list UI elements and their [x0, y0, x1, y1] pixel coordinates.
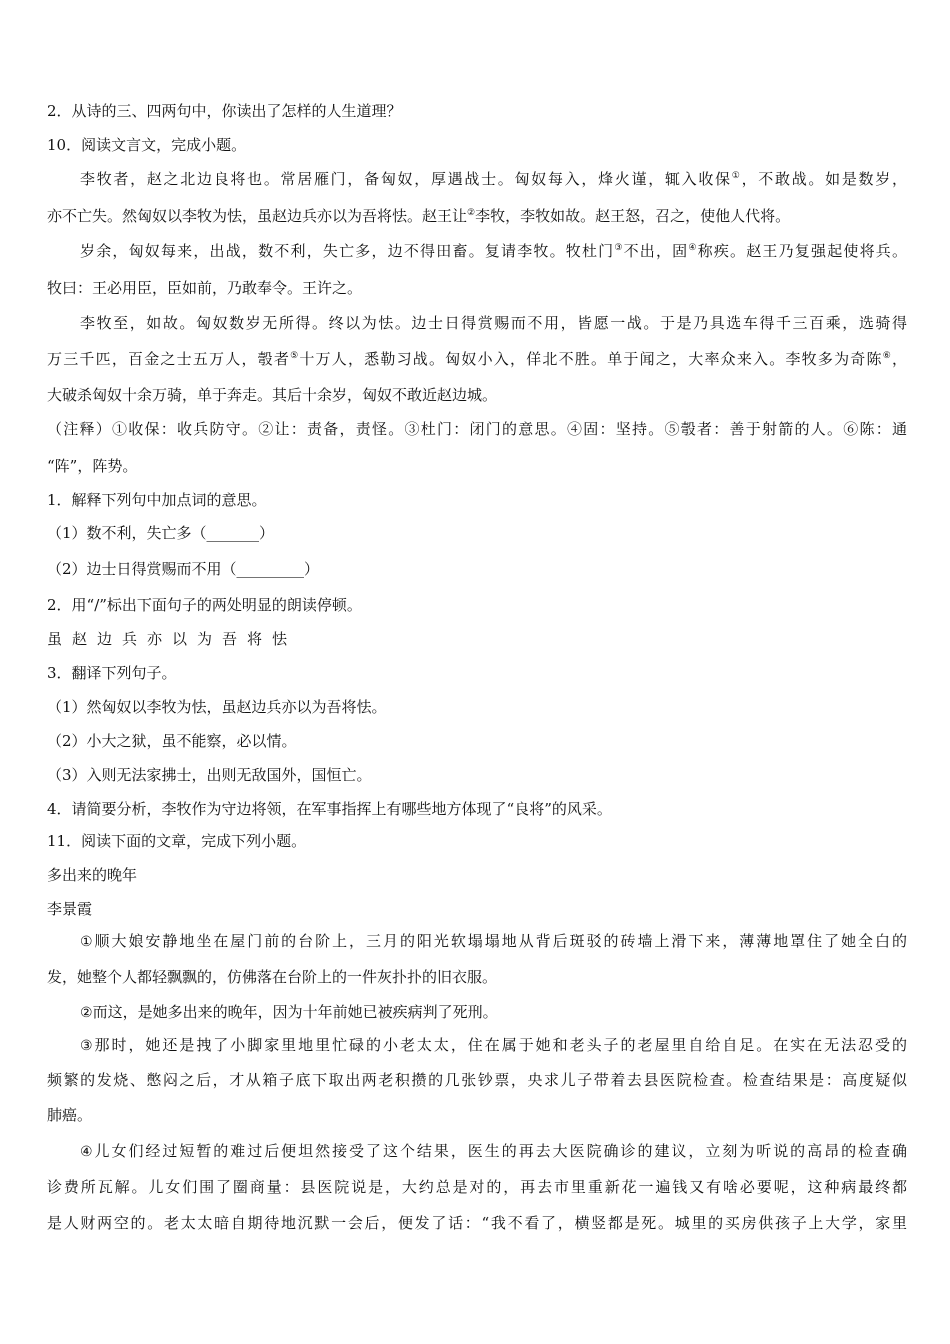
answer-blank[interactable]: _________ [236, 560, 305, 578]
answer-blank[interactable]: _______ [206, 524, 260, 542]
q10-passage-p1-line2: 亦不亡失。然匈奴以李牧为怯，虽赵边兵亦以为吾将怯。赵王让②李牧，李牧如故。赵王怒，召之，使他人代将。 [47, 207, 791, 225]
q9-subquestion-2: 2．从诗的三、四两句中，你读出了怎样的人生道理？ [47, 102, 402, 120]
q10-question-3-item-3: （3）入则无法家拂士，出则无敌国外，国恒亡。 [47, 766, 372, 784]
q10-notes-line2: “阵”，阵势。 [47, 457, 138, 475]
q10-passage-p2-line2: 牧曰：王必用臣，臣如前，乃敢奉令。王许之。 [47, 279, 363, 297]
q10-question-2: 2．用“/”标出下面句子的两处明显的朗读停顿。 [47, 596, 362, 614]
q10-question-3-item-2: （2）小大之狱，虽不能察，必以情。 [47, 732, 297, 750]
article-para-2-line1: ②而这，是她多出来的晚年，因为十年前她已被疾病判了死刑。 [80, 1003, 498, 1021]
q10-question-1-item-1: （1）数不利，失亡多（_______） [47, 524, 275, 542]
q11-heading: 11．阅读下面的文章，完成下列小题。 [47, 832, 307, 850]
q10-passage-p1-line1: 李牧者，赵之北边良将也。常居雁门，备匈奴，厚遇战士。匈奴每入，烽火谨，辄入收保①，不敢战。如是数岁， [80, 170, 907, 188]
q10-question-2-sentence: 虽赵边兵亦以为吾将怯 [47, 630, 298, 648]
article-para-1-line2: 发，她整个人都轻飘飘的，仿佛落在台阶上的一件灰扑扑的旧衣服。 [47, 968, 498, 986]
q10-question-1: 1．解释下列句中加点词的意思。 [47, 491, 267, 509]
q10-passage-p3-line2: 万三千匹，百金之士五万人，彀者⑤十万人，悉勒习战。匈奴小入，佯北不胜。单于闻之，大率众来入。李牧多为奇陈⑥， [47, 350, 907, 368]
q10-passage-p3-line1: 李牧至，如故。匈奴数岁无所得。终以为怯。边士日得赏赐而不用，皆愿一战。于是乃具选车得千三百乘，选骑得 [80, 314, 907, 332]
q10-passage-p2-line1: 岁余，匈奴每来，出战，数不利，失亡多，边不得田畜。复请李牧。牧杜门③不出，固④称疾。赵王乃复强起使将兵。 [80, 242, 907, 260]
article-para-4-line1: ④儿女们经过短暂的难过后便坦然接受了这个结果，医生的再去大医院确诊的建议，立刻为听说的高昂的检查确 [80, 1142, 907, 1160]
article-para-3-line2: 频繁的发烧、憋闷之后，才从箱子底下取出两老积攒的几张钞票，央求儿子带着去县医院检查。检查结果是：高度疑似 [47, 1071, 907, 1089]
article-para-1-line1: ①顺大娘安静地坐在屋门前的台阶上，三月的阳光软塌塌地从背后斑驳的砖墙上滑下来，薄薄地罩住了她全白的 [80, 932, 907, 950]
q10-notes-line1: （注释）①收保：收兵防守。②让：责备，责怪。③杜门：闭门的意思。④固：坚持。⑤彀者：善于射箭的人。⑥陈：通 [47, 420, 907, 438]
article-para-4-line3: 是人财两空的。老太太暗自期待地沉默一会后，便发了话：“我不看了，横竖都是死。城里的买房供孩子上大学，家里 [47, 1214, 907, 1232]
article-author: 李景霞 [47, 900, 93, 918]
article-para-4-line2: 诊费所瓦解。儿女们围了圈商量：县医院说是，大约总是对的，再去市里重新花一遍钱又有啥必要呢，这种病最终都 [47, 1178, 907, 1196]
q10-heading: 10．阅读文言文，完成小题。 [47, 136, 247, 154]
article-title: 多出来的晚年 [47, 866, 138, 884]
q10-question-3-item-1: （1）然匈奴以李牧为怯，虽赵边兵亦以为吾将怯。 [47, 698, 387, 716]
article-para-3-line1: ③那时，她还是拽了小脚家里地里忙碌的小老太太，住在属于她和老头子的老屋里自给自足。在实在无法忍受的 [80, 1036, 907, 1054]
article-para-3-line3: 肺癌。 [47, 1106, 93, 1124]
q10-passage-p3-line3: 大破杀匈奴十余万骑，单于奔走。其后十余岁，匈奴不敢近赵边城。 [47, 386, 498, 404]
q10-question-3: 3．翻译下列句子。 [47, 664, 177, 682]
q10-question-4: 4．请简要分析，李牧作为守边将领，在军事指挥上有哪些地方体现了“良将”的风采。 [47, 800, 612, 818]
q10-question-1-item-2: （2）边士日得赏赐而不用（_________） [47, 560, 320, 578]
